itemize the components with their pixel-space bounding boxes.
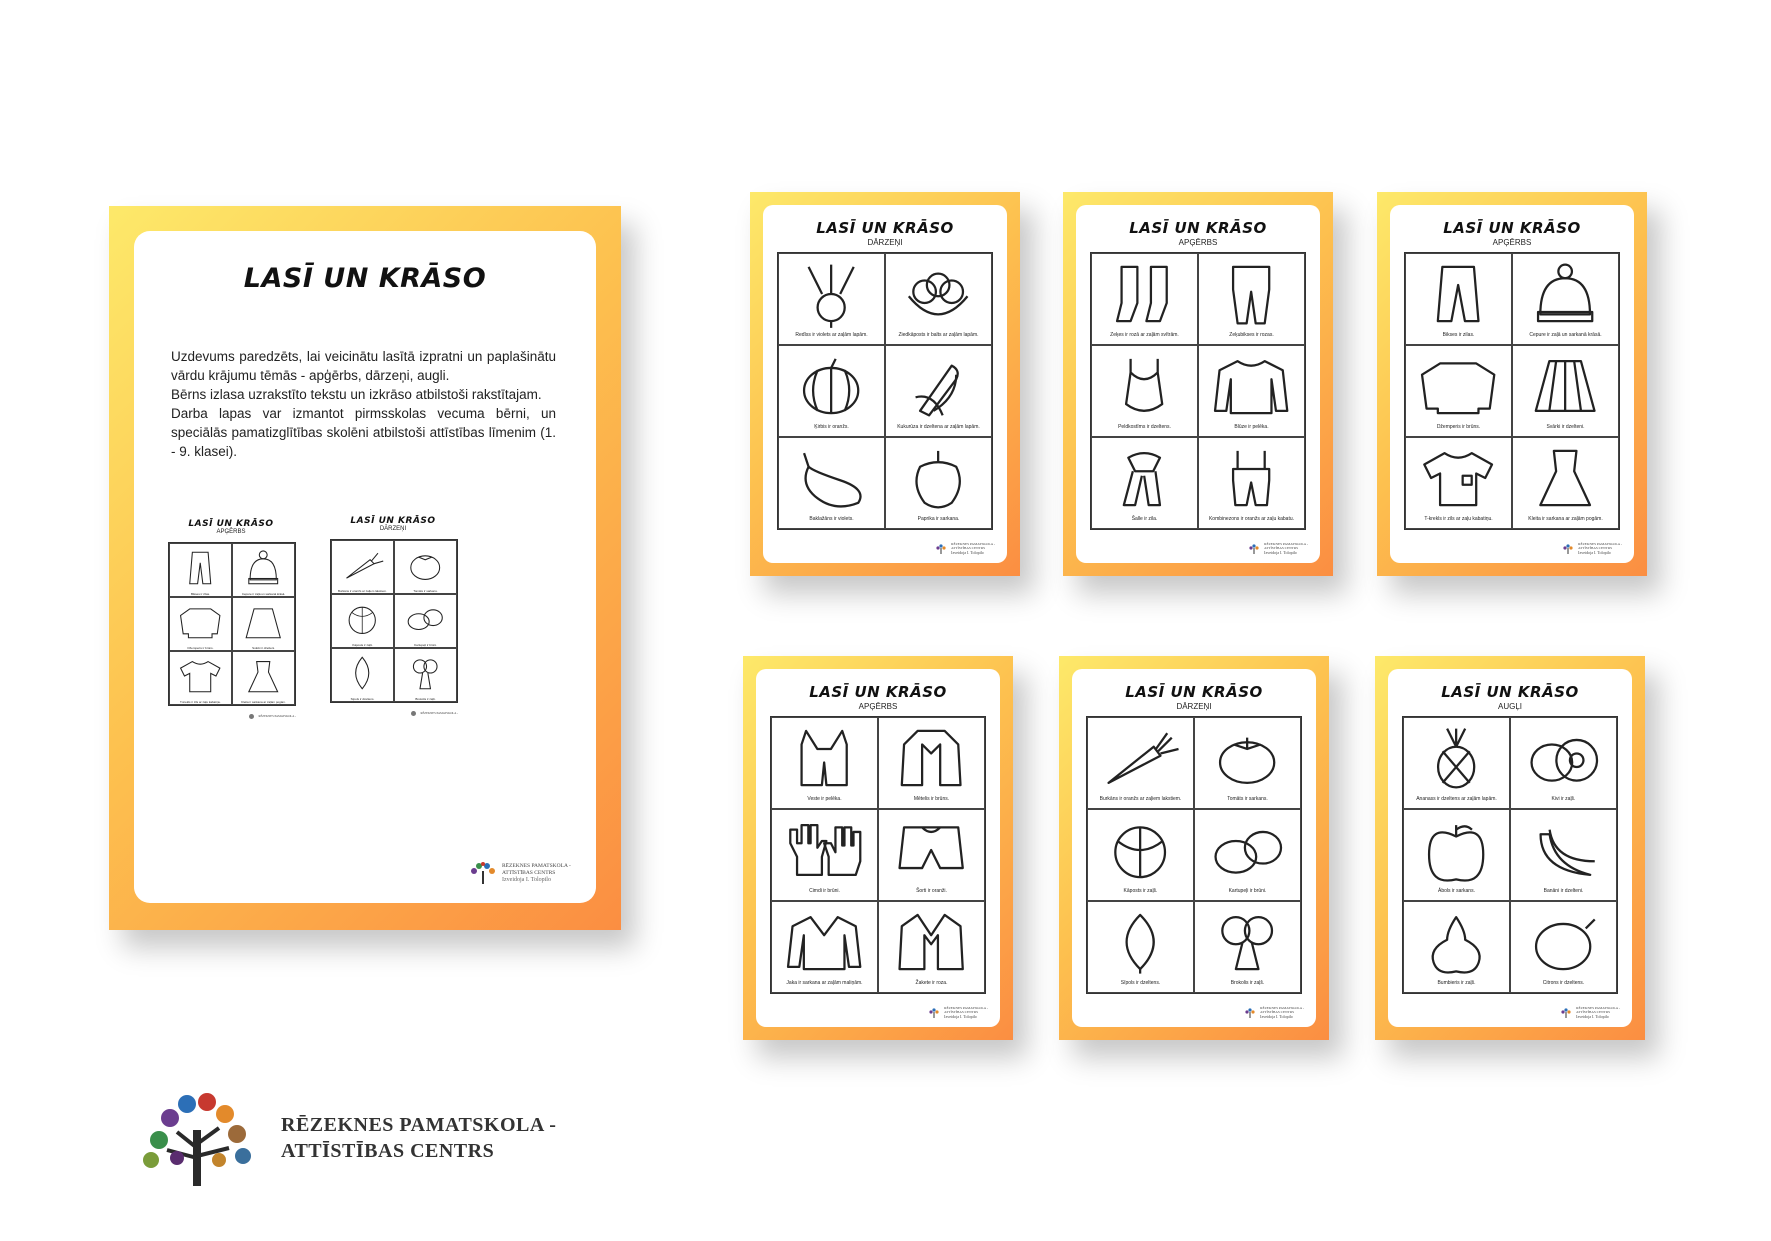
carrot-icon	[336, 541, 388, 589]
school-logo	[137, 1088, 556, 1188]
card-logo-line2: ATTĪSTĪBAS CENTRS	[1260, 1009, 1295, 1014]
card-caption: Paprika ir sarkana.	[917, 516, 960, 522]
card-caption: Redīss ir violets ar zaļām lapām.	[795, 332, 868, 338]
card-caption: Ziedkāposts ir balts ar zaļām lapām.	[898, 332, 979, 338]
card-cell	[771, 809, 878, 901]
card-cell	[1198, 437, 1305, 529]
card-caption: Cepure ir zaļā un sarkanā krāsā.	[1529, 332, 1602, 338]
tomato-icon	[399, 541, 451, 589]
socks-icon	[1099, 254, 1189, 332]
card-footer-logo	[935, 543, 995, 555]
card-cell	[1194, 901, 1301, 993]
card-subtitle: APĢĒRBS	[858, 702, 898, 711]
coat-icon	[886, 718, 976, 796]
card-caption: Ābols ir sarkans.	[1438, 888, 1475, 894]
card-logo-line1: RĒZEKNES PAMATSKOLA -	[1578, 541, 1622, 546]
hat-icon	[237, 544, 289, 592]
card-logo-author: Izveidoja I. Tolopilo	[1264, 549, 1297, 555]
card-cell	[1403, 809, 1510, 901]
carrot-icon	[1095, 718, 1185, 796]
card-cell	[885, 437, 992, 529]
card-cell	[771, 717, 878, 809]
card-cell	[878, 717, 985, 809]
card-cell	[1194, 809, 1301, 901]
onion-icon	[336, 649, 388, 697]
card-caption: Zeķes ir rozā ar zaļām svītrām.	[1110, 332, 1179, 338]
description-paragraph: Bērns izlasa uzrakstīto tekstu un izkrāso atbilstoši rakstītajam.	[171, 387, 542, 402]
card-caption: Bikses ir zilas.	[1442, 332, 1475, 338]
vest-icon	[779, 718, 869, 796]
card-subtitle: APĢĒRBS	[1492, 238, 1532, 247]
dress-icon	[237, 652, 289, 700]
card-caption: Bumbieris ir zaļš.	[1437, 980, 1476, 986]
card-caption: Kāposts ir zaļš.	[1123, 888, 1158, 894]
skirt-icon	[237, 598, 289, 646]
caption: Bikses ir zilas.	[190, 592, 210, 596]
shirt-icon	[1206, 346, 1296, 424]
card-caption: Citrons ir dzeltens.	[1542, 980, 1585, 986]
card-cell	[1198, 253, 1305, 345]
card-caption: Ķirbis ir oranžs.	[814, 424, 849, 430]
card-cell	[1512, 437, 1619, 529]
worksheet-card	[1059, 656, 1329, 1040]
onion-icon	[1095, 902, 1185, 980]
tree-hands-icon	[935, 544, 947, 554]
tree-hands-icon	[1560, 1008, 1572, 1018]
broccoli-icon	[1202, 902, 1292, 980]
card-cell	[1405, 345, 1512, 437]
card-caption: Šalle ir zila.	[1131, 516, 1158, 522]
potato-icon	[1202, 810, 1292, 888]
thumbnail-subtitle: APĢĒRBS	[216, 529, 246, 535]
caption: Kartupeļi ir brūni.	[414, 643, 437, 647]
tights-icon	[1206, 254, 1296, 332]
card-logo-line2: ATTĪSTĪBAS CENTRS	[1264, 545, 1299, 550]
worksheet-card	[1377, 192, 1647, 576]
thumbnail-cell	[169, 651, 232, 705]
card-cell	[1194, 717, 1301, 809]
worksheet-card	[750, 192, 1020, 576]
swimsuit-icon	[1099, 346, 1189, 424]
card-caption: Žakete ir roza.	[915, 980, 948, 986]
card-logo-author: Izveidoja I. Tolopilo	[1260, 1013, 1293, 1019]
trousers-icon	[174, 544, 226, 592]
description-paragraph: Darba lapas var izmantot pirmsskolas vecuma bērni, un speciālās pamatizglītības skolēni atbilstoši attīstības līmenim (1. - 9. klasei).	[171, 406, 556, 459]
cabbage-icon	[336, 595, 388, 643]
card-caption: Baklažāns ir violets.	[809, 516, 854, 522]
footer-logo-line1: RĒZEKNES PAMATSKOLA -	[502, 862, 571, 869]
thumbnail-cell	[232, 543, 295, 597]
card-grid	[777, 252, 993, 530]
scarf-icon	[1099, 438, 1189, 516]
card-caption: Zeķubikses ir rozas.	[1229, 332, 1274, 338]
footer-logo-line2: ATTĪSTĪBAS CENTRS	[502, 869, 556, 876]
cabbage-icon	[1095, 810, 1185, 888]
card-cell	[1510, 901, 1617, 993]
caption: Svārki ir dzelteni.	[252, 646, 275, 650]
dress-icon	[1520, 438, 1610, 516]
corn-icon	[893, 346, 983, 424]
thumbnail-cell	[232, 651, 295, 705]
card-caption: Cimdi ir brūni.	[809, 888, 840, 894]
sweater-icon	[1413, 346, 1503, 424]
description-paragraph: Uzdevums paredzēts, lai veicinātu lasītā izpratni un paplašinātu vārdu krājumu tēmās - apģērbs, dārzeņi, augli.	[171, 349, 556, 383]
kiwi-icon	[1518, 718, 1608, 796]
card-logo-line2: ATTĪSTĪBAS CENTRS	[951, 545, 986, 550]
skirt-icon	[1520, 346, 1610, 424]
thumbnail-cell	[169, 597, 232, 651]
thumbnail-subtitle: DĀRZEŅI	[379, 526, 407, 532]
apple-icon	[1411, 810, 1501, 888]
thumbnail-cell	[331, 648, 394, 702]
hat-icon	[1520, 254, 1610, 332]
card-logo-author: Izveidoja I. Tolopilo	[951, 549, 984, 555]
card-footer-logo	[1248, 543, 1308, 555]
card-caption: Tomāts ir sarkans.	[1227, 796, 1268, 802]
shorts-icon	[886, 810, 976, 888]
card-logo-line1: RĒZEKNES PAMATSKOLA -	[1576, 1005, 1620, 1010]
worksheet-card	[1375, 656, 1645, 1040]
thumbnail-title: LASĪ UN KRĀSO	[188, 519, 274, 529]
blazer-icon	[886, 902, 976, 980]
card-cell	[1087, 717, 1194, 809]
card-footer-logo	[1562, 543, 1622, 555]
card-caption: Burkāns ir oranžs ar zaļiem lakstiem.	[1099, 796, 1182, 802]
card-caption: Kartupeļi ir brūni.	[1228, 888, 1267, 894]
card-logo-line1: RĒZEKNES PAMATSKOLA -	[944, 1005, 988, 1010]
thumbnail-cell	[331, 594, 394, 648]
caption: Cepure ir zaļā un sarkanā krāsā.	[241, 592, 286, 596]
radish-icon	[786, 254, 876, 332]
school-name-line1: RĒZEKNES PAMATSKOLA -	[281, 1114, 557, 1136]
caption: Burkāns ir oranžs ar zaļiem lakstiem.	[337, 589, 387, 593]
card-cell	[1091, 253, 1198, 345]
worksheet-card-page	[756, 669, 1000, 1027]
card-caption: Ananass ir dzeltens ar zaļām lapām.	[1416, 796, 1497, 802]
card-footer-logo	[1560, 1007, 1620, 1019]
card-cell	[1405, 253, 1512, 345]
tshirt-icon	[1413, 438, 1503, 516]
card-cell	[1405, 437, 1512, 529]
pumpkin-icon	[786, 346, 876, 424]
card-caption: Kleita ir sarkana ar zaļām pogām.	[1528, 516, 1603, 522]
main-sheet-footer-logo	[469, 862, 571, 884]
card-title: LASĪ UN KRĀSO	[1129, 219, 1267, 237]
tomato-icon	[1202, 718, 1292, 796]
card-logo-line2: ATTĪSTĪBAS CENTRS	[944, 1009, 979, 1014]
card-caption: Brokolis ir zaļš.	[1230, 980, 1265, 986]
tree-hands-icon	[469, 862, 497, 884]
card-logo-author: Izveidoja I. Tolopilo	[1576, 1013, 1609, 1019]
card-cell	[771, 901, 878, 993]
card-cell	[1091, 437, 1198, 529]
worksheet-card-page	[1388, 669, 1632, 1027]
card-cell	[885, 345, 992, 437]
card-cell	[778, 345, 885, 437]
card-logo-line1: RĒZEKNES PAMATSKOLA -	[951, 541, 995, 546]
pepper-icon	[893, 438, 983, 516]
card-cell	[1512, 345, 1619, 437]
cauliflower-icon	[893, 254, 983, 332]
card-subtitle: DĀRZEŅI	[867, 238, 903, 247]
card-footer-logo	[928, 1007, 988, 1019]
thumbnail-cell	[169, 543, 232, 597]
card-title: LASĪ UN KRĀSO	[1125, 683, 1263, 701]
card-cell	[778, 253, 885, 345]
caption: Kāposts ir zaļš.	[352, 643, 373, 647]
card-title: LASĪ UN KRĀSO	[816, 219, 954, 237]
card-cell	[1087, 809, 1194, 901]
footer-author: Izveidoja I. Tolopilo	[502, 876, 551, 883]
card-cell	[1510, 717, 1617, 809]
caption: Kleita ir sarkana ar zaļām pogām.	[241, 700, 286, 704]
card-cell	[885, 253, 992, 345]
card-cell	[1512, 253, 1619, 345]
thumbnail-cell	[232, 597, 295, 651]
tree-hands-icon	[1244, 1008, 1256, 1018]
tree-hands-icon	[1562, 544, 1574, 554]
card-grid	[1404, 252, 1620, 530]
thumbnail-cell	[331, 540, 394, 594]
card-title: LASĪ UN KRĀSO	[809, 683, 947, 701]
pineapple-icon	[1411, 718, 1501, 796]
broccoli-icon	[399, 649, 451, 697]
pear-icon	[1411, 902, 1501, 980]
gloves-icon	[779, 810, 869, 888]
lemon-icon	[1518, 902, 1608, 980]
card-grid	[1090, 252, 1306, 530]
thumbnail-logo: RĒZEKNES PAMATSKOLA -	[411, 711, 458, 716]
card-grid	[770, 716, 986, 994]
caption: Brokolis ir zaļš.	[415, 697, 436, 701]
card-footer-logo	[1244, 1007, 1304, 1019]
card-cell	[1087, 901, 1194, 993]
card-caption: Sīpols ir dzeltens.	[1120, 980, 1161, 986]
tshirt-icon	[174, 652, 226, 700]
page-title: LASĪ UN KRĀSO	[243, 263, 487, 294]
thumbnail-cell	[394, 648, 457, 702]
caption: Džemperis ir brūns.	[187, 646, 214, 650]
main-worksheet-page	[134, 231, 596, 903]
card-caption: Veste ir pelēka.	[807, 796, 842, 802]
card-cell	[778, 437, 885, 529]
thumbnail-cell	[394, 594, 457, 648]
card-cell	[1403, 901, 1510, 993]
worksheet-card-page	[1076, 205, 1320, 563]
card-caption: Svārki ir dzelteni.	[1546, 424, 1585, 430]
card-caption: Džemperis ir brūns.	[1436, 424, 1481, 430]
card-cell	[1198, 345, 1305, 437]
worksheet-description	[171, 347, 556, 461]
trousers-icon	[1413, 254, 1503, 332]
card-grid	[1402, 716, 1618, 994]
card-caption: Banāni ir dzelteni.	[1543, 888, 1584, 894]
card-caption: Mētelis ir brūns.	[913, 796, 950, 802]
overalls-icon	[1206, 438, 1296, 516]
thumbnail-grid	[330, 539, 458, 703]
thumbnail-apgerbs	[166, 519, 296, 719]
card-logo-line1: RĒZEKNES PAMATSKOLA -	[1264, 541, 1308, 546]
thumbnail-darzeni	[328, 516, 458, 716]
caption: Tomāts ir sarkans.	[413, 589, 438, 593]
worksheet-card-page	[763, 205, 1007, 563]
potato-icon	[399, 595, 451, 643]
main-worksheet-preview	[109, 206, 621, 930]
card-caption: Peldkostīms ir dzeltens.	[1118, 424, 1171, 430]
card-caption: Kukurūza ir dzeltena ar zaļām lapām.	[897, 424, 980, 430]
worksheet-card	[743, 656, 1013, 1040]
card-caption: Kombinezons ir oranžs ar zaļu kabatu.	[1208, 516, 1295, 522]
card-caption: Kivi ir zaļš.	[1551, 796, 1576, 802]
cardigan-icon	[779, 902, 869, 980]
card-logo-author: Izveidoja I. Tolopilo	[1578, 549, 1611, 555]
card-grid	[1086, 716, 1302, 994]
eggplant-icon	[786, 438, 876, 516]
card-subtitle: DĀRZEŅI	[1176, 702, 1212, 711]
worksheet-card-page	[1390, 205, 1634, 563]
card-subtitle: AUGĻI	[1497, 702, 1522, 711]
thumbnail-cell	[394, 540, 457, 594]
sweater-icon	[174, 598, 226, 646]
tree-hands-icon	[928, 1008, 940, 1018]
worksheet-card-page	[1072, 669, 1316, 1027]
thumbnail-logo: RĒZEKNES PAMATSKOLA -	[249, 714, 296, 719]
card-cell	[1403, 717, 1510, 809]
card-cell	[1091, 345, 1198, 437]
thumbnail-title: LASĪ UN KRĀSO	[350, 516, 436, 526]
banana-icon	[1518, 810, 1608, 888]
card-caption: Blūze ir pelēka.	[1234, 424, 1269, 430]
card-cell	[878, 901, 985, 993]
caption: Sīpols ir dzeltens.	[350, 697, 375, 701]
thumbnail-grid	[168, 542, 296, 706]
card-logo-line2: ATTĪSTĪBAS CENTRS	[1578, 545, 1613, 550]
caption: T-krekls ir zils ar zaļu kabatiņu.	[179, 700, 221, 704]
card-logo-line1: RĒZEKNES PAMATSKOLA -	[1260, 1005, 1304, 1010]
card-title: LASĪ UN KRĀSO	[1441, 683, 1579, 701]
card-cell	[1510, 809, 1617, 901]
card-cell	[878, 809, 985, 901]
card-caption: Jaka ir sarkana ar zaļām maliņām.	[786, 980, 863, 986]
school-name-line2: ATTĪSTĪBAS CENTRS	[281, 1140, 495, 1162]
card-caption: T-krekls ir zils ar zaļu kabatiņu.	[1424, 516, 1493, 522]
card-logo-line2: ATTĪSTĪBAS CENTRS	[1576, 1009, 1611, 1014]
tree-hands-logo-icon	[137, 1088, 257, 1188]
card-logo-author: Izveidoja I. Tolopilo	[944, 1013, 977, 1019]
tree-hands-icon	[1248, 544, 1260, 554]
card-subtitle: APĢĒRBS	[1178, 238, 1218, 247]
card-title: LASĪ UN KRĀSO	[1443, 219, 1581, 237]
card-caption: Šorti ir oranži.	[916, 888, 947, 894]
worksheet-card	[1063, 192, 1333, 576]
